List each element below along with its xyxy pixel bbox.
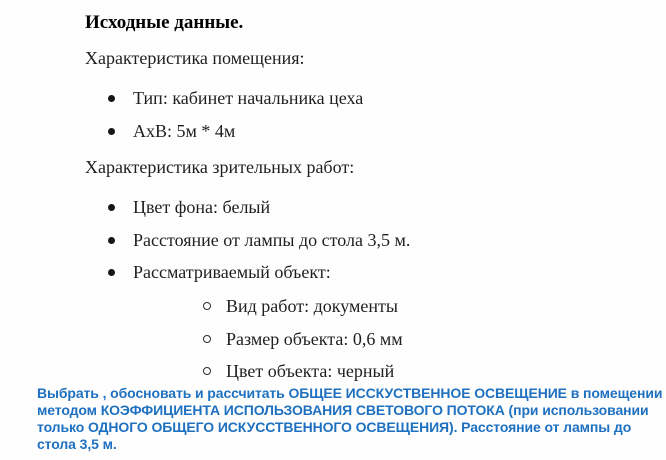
sub-bullet-item-object-color xyxy=(85,360,666,382)
bullet-dot-icon xyxy=(108,95,115,102)
task-note-line: Выбрать , обосновать и рассчитать ОБЩЕЕ ИССКУСТВЕННОЕ ОСВЕЩЕНИЕ в помещении xyxy=(37,385,663,401)
bullet-item-observed-object xyxy=(85,261,666,283)
bullet-dot-icon xyxy=(108,237,115,244)
sub-bullet-item-object-size xyxy=(85,328,666,350)
task-note-line: стола 3,5 м. xyxy=(37,436,117,452)
bullet-item-label: Расстояние от лампы до стола 3,5 м. xyxy=(133,230,411,250)
section-heading-room: Характеристика помещения: xyxy=(85,48,305,68)
bullet-item-label: Цвет фона: белый xyxy=(133,197,271,217)
bullet-item-lamp-distance xyxy=(85,229,666,251)
bullet-item-dimensions xyxy=(85,120,666,142)
sub-bullet-item-work-kind xyxy=(85,295,666,317)
sub-bullet-item-label: Размер объекта: 0,6 мм xyxy=(226,329,403,349)
bullet-circle-icon xyxy=(203,302,211,310)
task-note-line: методом КОЭФФИЦИЕНТА ИСПОЛЬЗОВАНИЯ СВЕТОВОГО ПОТОКА (при использовании xyxy=(37,402,649,418)
sub-bullet-item-label: Вид работ: документы xyxy=(226,296,398,316)
bullet-dot-icon xyxy=(108,204,115,211)
bullet-item-label: Тип: кабинет начальника цеха xyxy=(133,88,364,108)
bullet-circle-icon xyxy=(203,367,211,375)
bullet-item-label: АхВ: 5м * 4м xyxy=(133,121,236,141)
bullet-item-label: Рассматриваемый объект: xyxy=(133,262,331,282)
section-heading-visual-work: Характеристика зрительных работ: xyxy=(85,157,355,177)
bullet-item-background-color xyxy=(85,196,666,218)
bullet-dot-icon xyxy=(108,269,115,276)
task-note-line: только ОДНОГО ОБЩЕГО ИСКУССТВЕННОГО ОСВЕЩЕНИЯ). Расстояние от лампы до xyxy=(37,419,632,435)
bullet-dot-icon xyxy=(108,128,115,135)
bullet-circle-icon xyxy=(203,335,211,343)
task-note xyxy=(37,385,666,453)
bullet-item-type xyxy=(85,87,666,109)
doc-title: Исходные данные. xyxy=(85,12,244,33)
sub-bullet-item-label: Цвет объекта: черный xyxy=(226,361,395,381)
